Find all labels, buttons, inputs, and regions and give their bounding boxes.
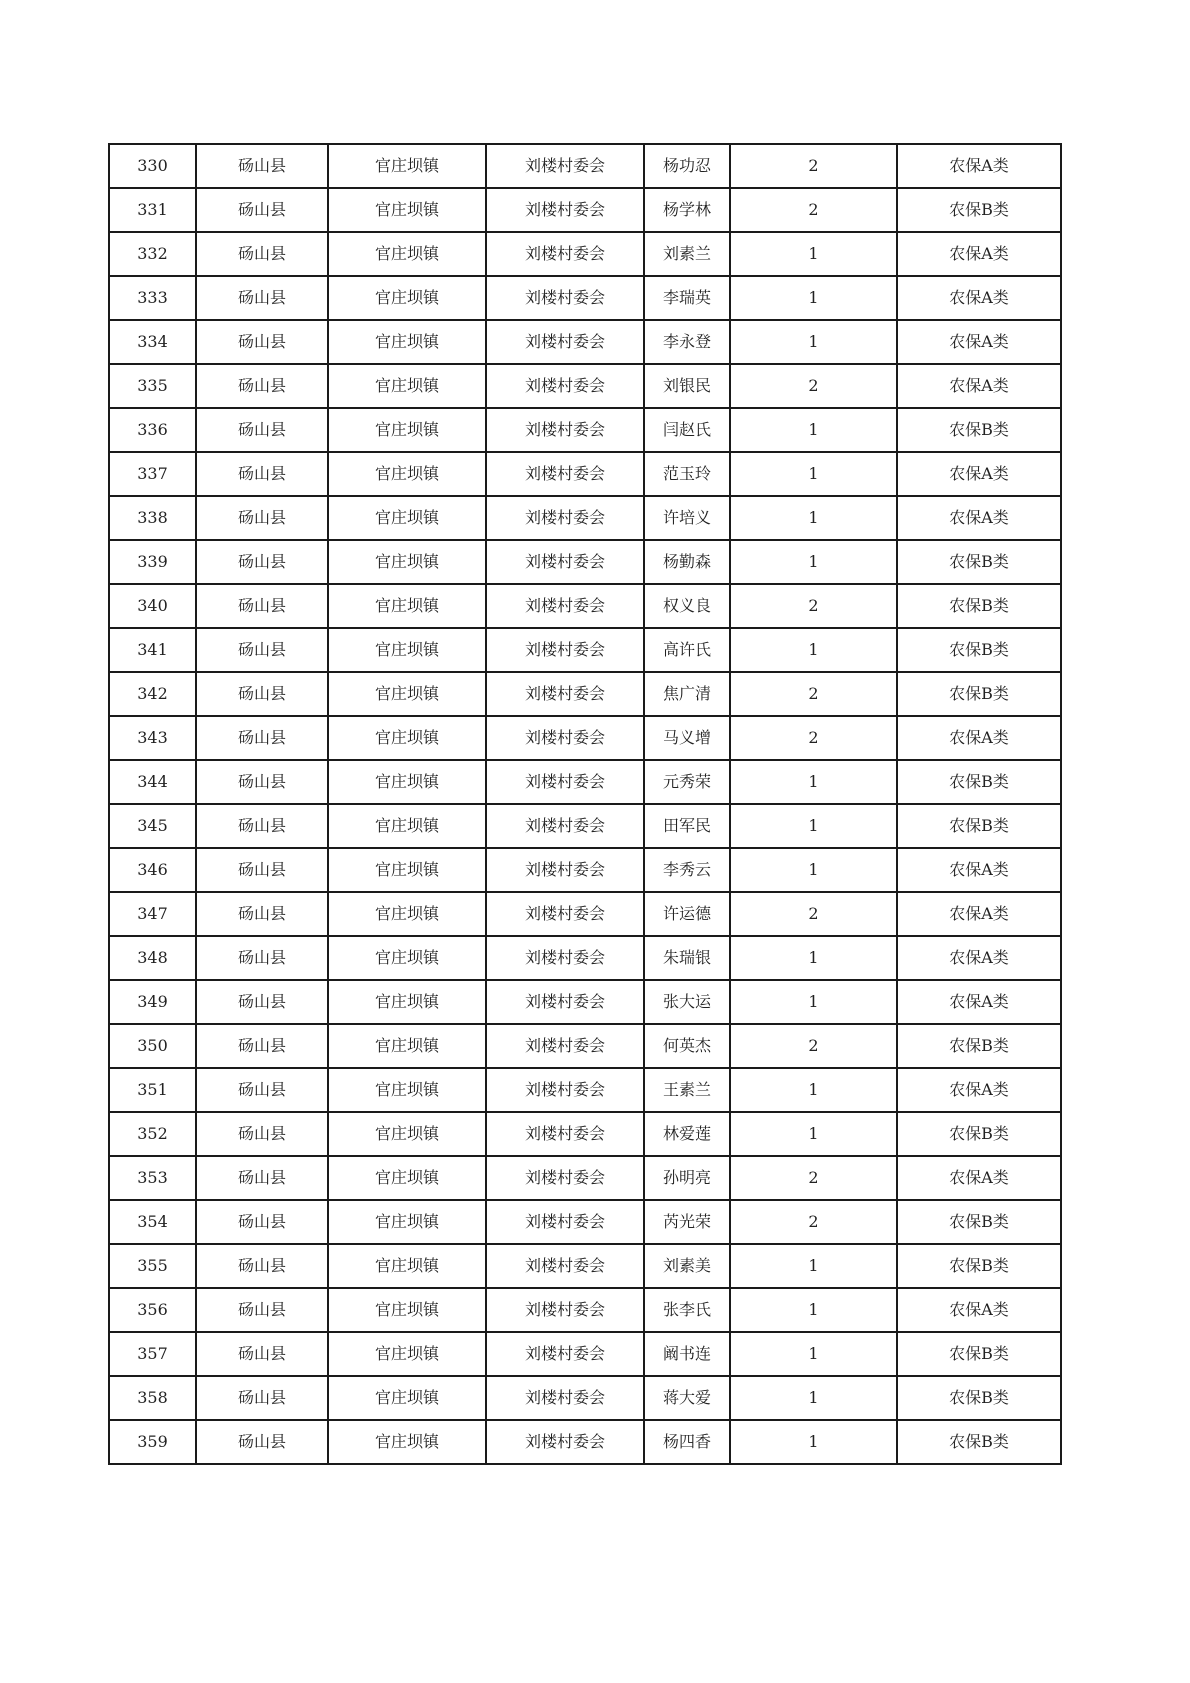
cell-serial-number: 344 <box>109 760 196 804</box>
cell-village-committee: 刘楼村委会 <box>486 408 644 452</box>
cell-count: 1 <box>730 760 897 804</box>
cell-county: 砀山县 <box>196 232 328 276</box>
cell-county: 砀山县 <box>196 1024 328 1068</box>
cell-insurance-type: 农保B类 <box>897 188 1061 232</box>
table-row <box>109 1376 1061 1420</box>
cell-county: 砀山县 <box>196 496 328 540</box>
cell-person-name: 蒋大爱 <box>644 1376 730 1420</box>
cell-town: 官庄坝镇 <box>328 804 486 848</box>
cell-county: 砀山县 <box>196 320 328 364</box>
cell-count: 1 <box>730 1376 897 1420</box>
cell-town: 官庄坝镇 <box>328 584 486 628</box>
cell-village-committee: 刘楼村委会 <box>486 364 644 408</box>
cell-person-name: 阚书连 <box>644 1332 730 1376</box>
cell-serial-number: 358 <box>109 1376 196 1420</box>
cell-county: 砀山县 <box>196 980 328 1024</box>
cell-insurance-type: 农保B类 <box>897 1420 1061 1464</box>
cell-serial-number: 354 <box>109 1200 196 1244</box>
cell-person-name: 田军民 <box>644 804 730 848</box>
cell-person-name: 杨功忍 <box>644 144 730 188</box>
cell-village-committee: 刘楼村委会 <box>486 584 644 628</box>
table-row <box>109 804 1061 848</box>
cell-county: 砀山县 <box>196 1420 328 1464</box>
table-row <box>109 672 1061 716</box>
cell-count: 1 <box>730 232 897 276</box>
cell-town: 官庄坝镇 <box>328 1332 486 1376</box>
cell-village-committee: 刘楼村委会 <box>486 1244 644 1288</box>
cell-county: 砀山县 <box>196 1244 328 1288</box>
cell-insurance-type: 农保A类 <box>897 1156 1061 1200</box>
cell-town: 官庄坝镇 <box>328 1420 486 1464</box>
cell-village-committee: 刘楼村委会 <box>486 1376 644 1420</box>
cell-town: 官庄坝镇 <box>328 892 486 936</box>
cell-town: 官庄坝镇 <box>328 408 486 452</box>
cell-person-name: 李秀云 <box>644 848 730 892</box>
cell-county: 砀山县 <box>196 804 328 848</box>
roster-table-body <box>109 144 1061 1464</box>
table-row <box>109 892 1061 936</box>
cell-insurance-type: 农保B类 <box>897 584 1061 628</box>
cell-town: 官庄坝镇 <box>328 672 486 716</box>
cell-insurance-type: 农保A类 <box>897 980 1061 1024</box>
cell-count: 1 <box>730 1112 897 1156</box>
cell-person-name: 张李氏 <box>644 1288 730 1332</box>
cell-town: 官庄坝镇 <box>328 232 486 276</box>
cell-village-committee: 刘楼村委会 <box>486 496 644 540</box>
cell-village-committee: 刘楼村委会 <box>486 1024 644 1068</box>
cell-town: 官庄坝镇 <box>328 1024 486 1068</box>
cell-county: 砀山县 <box>196 276 328 320</box>
cell-village-committee: 刘楼村委会 <box>486 672 644 716</box>
cell-person-name: 杨四香 <box>644 1420 730 1464</box>
cell-serial-number: 331 <box>109 188 196 232</box>
cell-insurance-type: 农保A类 <box>897 716 1061 760</box>
cell-count: 1 <box>730 540 897 584</box>
cell-county: 砀山县 <box>196 760 328 804</box>
cell-insurance-type: 农保A类 <box>897 496 1061 540</box>
cell-town: 官庄坝镇 <box>328 760 486 804</box>
cell-serial-number: 351 <box>109 1068 196 1112</box>
cell-person-name: 林爱莲 <box>644 1112 730 1156</box>
cell-town: 官庄坝镇 <box>328 1068 486 1112</box>
cell-insurance-type: 农保B类 <box>897 408 1061 452</box>
cell-village-committee: 刘楼村委会 <box>486 1420 644 1464</box>
cell-county: 砀山县 <box>196 408 328 452</box>
table-row <box>109 1420 1061 1464</box>
table-row <box>109 760 1061 804</box>
cell-person-name: 高许氏 <box>644 628 730 672</box>
cell-village-committee: 刘楼村委会 <box>486 188 644 232</box>
cell-town: 官庄坝镇 <box>328 540 486 584</box>
cell-count: 2 <box>730 716 897 760</box>
cell-town: 官庄坝镇 <box>328 144 486 188</box>
cell-village-committee: 刘楼村委会 <box>486 892 644 936</box>
cell-insurance-type: 农保B类 <box>897 1244 1061 1288</box>
cell-insurance-type: 农保A类 <box>897 936 1061 980</box>
cell-county: 砀山县 <box>196 716 328 760</box>
cell-county: 砀山县 <box>196 584 328 628</box>
cell-village-committee: 刘楼村委会 <box>486 452 644 496</box>
cell-person-name: 许运德 <box>644 892 730 936</box>
cell-count: 1 <box>730 496 897 540</box>
cell-person-name: 刘银民 <box>644 364 730 408</box>
cell-person-name: 张大运 <box>644 980 730 1024</box>
cell-village-committee: 刘楼村委会 <box>486 716 644 760</box>
cell-count: 2 <box>730 144 897 188</box>
cell-serial-number: 347 <box>109 892 196 936</box>
cell-insurance-type: 农保A类 <box>897 848 1061 892</box>
table-row <box>109 408 1061 452</box>
cell-serial-number: 339 <box>109 540 196 584</box>
cell-person-name: 权义良 <box>644 584 730 628</box>
table-row <box>109 540 1061 584</box>
cell-insurance-type: 农保A类 <box>897 232 1061 276</box>
table-row <box>109 848 1061 892</box>
cell-person-name: 元秀荣 <box>644 760 730 804</box>
table-row <box>109 1024 1061 1068</box>
cell-person-name: 杨学林 <box>644 188 730 232</box>
cell-county: 砀山县 <box>196 628 328 672</box>
cell-insurance-type: 农保B类 <box>897 1376 1061 1420</box>
cell-serial-number: 343 <box>109 716 196 760</box>
table-row <box>109 188 1061 232</box>
cell-insurance-type: 农保A类 <box>897 364 1061 408</box>
cell-serial-number: 337 <box>109 452 196 496</box>
cell-town: 官庄坝镇 <box>328 188 486 232</box>
cell-person-name: 何英杰 <box>644 1024 730 1068</box>
table-row <box>109 1288 1061 1332</box>
cell-county: 砀山县 <box>196 1288 328 1332</box>
cell-insurance-type: 农保B类 <box>897 628 1061 672</box>
cell-count: 1 <box>730 276 897 320</box>
cell-count: 2 <box>730 892 897 936</box>
cell-person-name: 焦广清 <box>644 672 730 716</box>
cell-county: 砀山县 <box>196 936 328 980</box>
cell-insurance-type: 农保A类 <box>897 1288 1061 1332</box>
table-row <box>109 980 1061 1024</box>
table-row <box>109 144 1061 188</box>
table-row <box>109 452 1061 496</box>
cell-village-committee: 刘楼村委会 <box>486 760 644 804</box>
cell-insurance-type: 农保A类 <box>897 276 1061 320</box>
cell-county: 砀山县 <box>196 848 328 892</box>
cell-count: 1 <box>730 408 897 452</box>
cell-village-committee: 刘楼村委会 <box>486 628 644 672</box>
cell-town: 官庄坝镇 <box>328 364 486 408</box>
cell-county: 砀山县 <box>196 188 328 232</box>
cell-serial-number: 348 <box>109 936 196 980</box>
cell-count: 1 <box>730 804 897 848</box>
cell-person-name: 李永登 <box>644 320 730 364</box>
cell-county: 砀山县 <box>196 452 328 496</box>
cell-town: 官庄坝镇 <box>328 1112 486 1156</box>
cell-person-name: 芮光荣 <box>644 1200 730 1244</box>
table-row <box>109 1112 1061 1156</box>
cell-serial-number: 330 <box>109 144 196 188</box>
table-row <box>109 1156 1061 1200</box>
cell-county: 砀山县 <box>196 1376 328 1420</box>
cell-count: 1 <box>730 452 897 496</box>
cell-serial-number: 335 <box>109 364 196 408</box>
cell-insurance-type: 农保B类 <box>897 1024 1061 1068</box>
table-row <box>109 716 1061 760</box>
cell-town: 官庄坝镇 <box>328 496 486 540</box>
cell-county: 砀山县 <box>196 1332 328 1376</box>
cell-person-name: 范玉玲 <box>644 452 730 496</box>
table-row <box>109 1068 1061 1112</box>
cell-count: 1 <box>730 980 897 1024</box>
cell-serial-number: 336 <box>109 408 196 452</box>
cell-town: 官庄坝镇 <box>328 1376 486 1420</box>
table-row <box>109 1200 1061 1244</box>
cell-insurance-type: 农保B类 <box>897 1112 1061 1156</box>
table-row <box>109 232 1061 276</box>
cell-person-name: 马义增 <box>644 716 730 760</box>
cell-count: 1 <box>730 936 897 980</box>
cell-town: 官庄坝镇 <box>328 980 486 1024</box>
cell-village-committee: 刘楼村委会 <box>486 232 644 276</box>
cell-town: 官庄坝镇 <box>328 276 486 320</box>
cell-serial-number: 353 <box>109 1156 196 1200</box>
cell-village-committee: 刘楼村委会 <box>486 980 644 1024</box>
cell-serial-number: 338 <box>109 496 196 540</box>
cell-insurance-type: 农保A类 <box>897 892 1061 936</box>
cell-town: 官庄坝镇 <box>328 1200 486 1244</box>
cell-village-committee: 刘楼村委会 <box>486 804 644 848</box>
cell-serial-number: 349 <box>109 980 196 1024</box>
cell-town: 官庄坝镇 <box>328 936 486 980</box>
cell-insurance-type: 农保A类 <box>897 320 1061 364</box>
cell-count: 1 <box>730 1420 897 1464</box>
cell-person-name: 许培义 <box>644 496 730 540</box>
cell-person-name: 闫赵氏 <box>644 408 730 452</box>
cell-count: 1 <box>730 1288 897 1332</box>
cell-town: 官庄坝镇 <box>328 716 486 760</box>
cell-insurance-type: 农保B类 <box>897 804 1061 848</box>
table-row <box>109 276 1061 320</box>
cell-count: 1 <box>730 1332 897 1376</box>
cell-person-name: 李瑞英 <box>644 276 730 320</box>
cell-insurance-type: 农保B类 <box>897 540 1061 584</box>
cell-village-committee: 刘楼村委会 <box>486 1332 644 1376</box>
cell-insurance-type: 农保B类 <box>897 672 1061 716</box>
table-row <box>109 1244 1061 1288</box>
cell-village-committee: 刘楼村委会 <box>486 540 644 584</box>
cell-serial-number: 359 <box>109 1420 196 1464</box>
cell-town: 官庄坝镇 <box>328 1244 486 1288</box>
cell-village-committee: 刘楼村委会 <box>486 1156 644 1200</box>
cell-town: 官庄坝镇 <box>328 628 486 672</box>
cell-town: 官庄坝镇 <box>328 848 486 892</box>
cell-village-committee: 刘楼村委会 <box>486 1112 644 1156</box>
cell-town: 官庄坝镇 <box>328 452 486 496</box>
table-row <box>109 584 1061 628</box>
cell-county: 砀山县 <box>196 1112 328 1156</box>
table-row <box>109 628 1061 672</box>
cell-person-name: 朱瑞银 <box>644 936 730 980</box>
cell-county: 砀山县 <box>196 892 328 936</box>
cell-town: 官庄坝镇 <box>328 1288 486 1332</box>
cell-insurance-type: 农保B类 <box>897 1332 1061 1376</box>
cell-person-name: 孙明亮 <box>644 1156 730 1200</box>
cell-person-name: 王素兰 <box>644 1068 730 1112</box>
cell-serial-number: 352 <box>109 1112 196 1156</box>
cell-serial-number: 355 <box>109 1244 196 1288</box>
cell-count: 2 <box>730 1200 897 1244</box>
table-row <box>109 936 1061 980</box>
cell-county: 砀山县 <box>196 1200 328 1244</box>
cell-count: 2 <box>730 584 897 628</box>
cell-county: 砀山县 <box>196 1068 328 1112</box>
cell-count: 2 <box>730 364 897 408</box>
cell-count: 1 <box>730 1244 897 1288</box>
cell-person-name: 杨勤森 <box>644 540 730 584</box>
cell-village-committee: 刘楼村委会 <box>486 276 644 320</box>
cell-count: 1 <box>730 1068 897 1112</box>
table-row <box>109 496 1061 540</box>
cell-county: 砀山县 <box>196 672 328 716</box>
cell-serial-number: 341 <box>109 628 196 672</box>
cell-count: 2 <box>730 1156 897 1200</box>
cell-insurance-type: 农保B类 <box>897 760 1061 804</box>
cell-serial-number: 342 <box>109 672 196 716</box>
cell-village-committee: 刘楼村委会 <box>486 1200 644 1244</box>
cell-count: 2 <box>730 188 897 232</box>
cell-insurance-type: 农保B类 <box>897 1200 1061 1244</box>
cell-serial-number: 340 <box>109 584 196 628</box>
cell-serial-number: 357 <box>109 1332 196 1376</box>
cell-count: 1 <box>730 848 897 892</box>
cell-serial-number: 346 <box>109 848 196 892</box>
cell-count: 1 <box>730 628 897 672</box>
cell-county: 砀山县 <box>196 144 328 188</box>
cell-village-committee: 刘楼村委会 <box>486 320 644 364</box>
table-row <box>109 320 1061 364</box>
table-row <box>109 364 1061 408</box>
cell-person-name: 刘素兰 <box>644 232 730 276</box>
cell-county: 砀山县 <box>196 364 328 408</box>
cell-serial-number: 350 <box>109 1024 196 1068</box>
cell-village-committee: 刘楼村委会 <box>486 1288 644 1332</box>
cell-count: 2 <box>730 1024 897 1068</box>
cell-serial-number: 345 <box>109 804 196 848</box>
cell-serial-number: 333 <box>109 276 196 320</box>
cell-insurance-type: 农保A类 <box>897 452 1061 496</box>
cell-person-name: 刘素美 <box>644 1244 730 1288</box>
cell-count: 1 <box>730 320 897 364</box>
cell-village-committee: 刘楼村委会 <box>486 936 644 980</box>
roster-table <box>108 143 1062 1465</box>
cell-county: 砀山县 <box>196 540 328 584</box>
cell-serial-number: 332 <box>109 232 196 276</box>
cell-town: 官庄坝镇 <box>328 1156 486 1200</box>
cell-serial-number: 356 <box>109 1288 196 1332</box>
cell-count: 2 <box>730 672 897 716</box>
cell-village-committee: 刘楼村委会 <box>486 848 644 892</box>
cell-serial-number: 334 <box>109 320 196 364</box>
table-row <box>109 1332 1061 1376</box>
cell-county: 砀山县 <box>196 1156 328 1200</box>
cell-village-committee: 刘楼村委会 <box>486 1068 644 1112</box>
cell-insurance-type: 农保A类 <box>897 1068 1061 1112</box>
cell-town: 官庄坝镇 <box>328 320 486 364</box>
cell-insurance-type: 农保A类 <box>897 144 1061 188</box>
cell-village-committee: 刘楼村委会 <box>486 144 644 188</box>
